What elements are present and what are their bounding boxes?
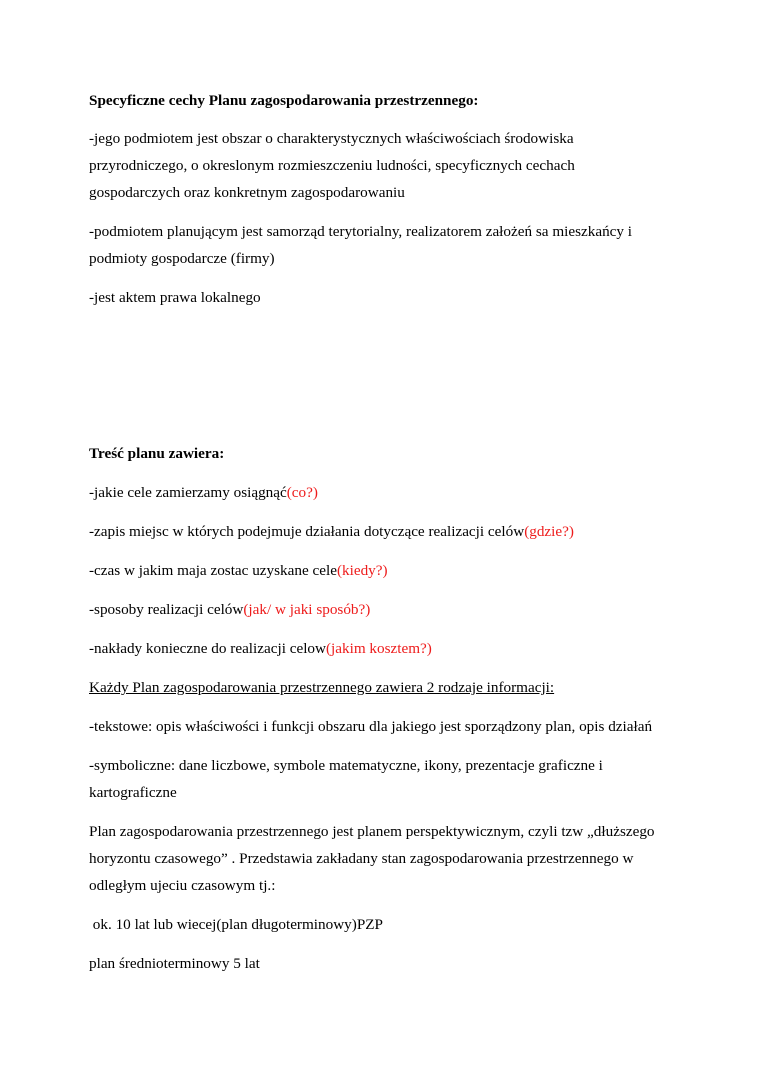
list-item — [89, 600, 370, 620]
list-item-text: -sposoby realizacji celów — [89, 601, 244, 618]
para-1-line-3: gospodarczych oraz konkretnym zagospodarowaniu — [89, 184, 405, 201]
list-item-note: (co?) — [286, 484, 318, 501]
para-4-line-3: odległym ujeciu czasowym tj.: — [89, 877, 276, 894]
plan-mid-term: plan średnioterminowy 5 lat — [89, 955, 260, 972]
para-2-line-2: podmioty gospodarcze (firmy) — [89, 250, 275, 267]
para-3: -jest aktem prawa lokalnego — [89, 289, 261, 306]
list-item — [89, 561, 388, 581]
underlined-info-heading: Każdy Plan zagospodarowania przestrzennego zawiera 2 rodzaje informacji: — [89, 679, 555, 696]
info-symbolic-line-2: kartograficzne — [89, 784, 177, 801]
para-4-line-2: horyzontu czasowego” . Przedstawia zakładany stan zagospodarowania przestrzennego w — [89, 850, 634, 867]
list-item-text: -zapis miejsc w których podejmuje działania dotyczące realizacji celów — [89, 523, 525, 540]
plan-long-term: ok. 10 lat lub wiecej(plan długoterminowy)PZP — [89, 916, 383, 933]
para-1-line-1: -jego podmiotem jest obszar o charakterystycznych właściwościach środowiska — [89, 130, 574, 147]
list-item-note: (jakim kosztem?) — [325, 640, 432, 657]
list-item-note: (gdzie?) — [524, 523, 574, 540]
heading-plan-content: Treść planu zawiera: — [89, 445, 225, 462]
heading-specific-features: Specyficzne cechy Planu zagospodarowania przestrzennego: — [89, 92, 479, 109]
list-item-note: (kiedy?) — [336, 562, 388, 579]
list-item-note: (jak/ w jaki sposób?) — [243, 601, 371, 618]
para-1-line-2: przyrodniczego, o okreslonym rozmieszczeniu ludności, specyficznych cechach — [89, 157, 575, 174]
para-4-line-1: Plan zagospodarowania przestrzennego jest planem perspektywicznym, czyli tzw „dłuższego — [89, 823, 655, 840]
list-item — [89, 483, 318, 503]
list-item-text: -czas w jakim maja zostac uzyskane cele — [89, 562, 337, 579]
list-item — [89, 522, 574, 542]
para-2-line-1: -podmiotem planującym jest samorząd terytorialny, realizatorem założeń sa mieszkańcy i — [89, 223, 633, 240]
list-item — [89, 639, 432, 659]
list-item-text: -jakie cele zamierzamy osiągnąć — [89, 484, 287, 501]
info-text-line: -tekstowe: opis właściwości i funkcji obszaru dla jakiego jest sporządzony plan, opis działań — [89, 718, 653, 735]
list-item-text: -nakłady konieczne do realizacji celow — [89, 640, 326, 657]
info-symbolic-line-1: -symboliczne: dane liczbowe, symbole matematyczne, ikony, prezentacje graficzne i — [89, 757, 603, 774]
